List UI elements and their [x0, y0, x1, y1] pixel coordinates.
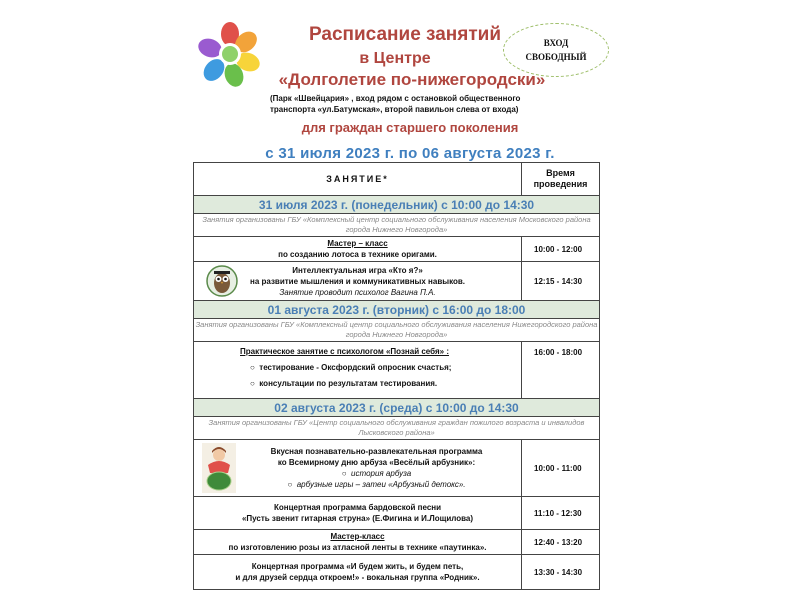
- time-cell: 11:10 - 12:30: [522, 497, 600, 530]
- activity-title: Интеллектуальная игра «Кто я?»: [292, 265, 423, 275]
- activity-cell: [194, 555, 522, 590]
- activity-cell: [194, 262, 522, 301]
- bullet-item: ○ история арбуза: [341, 469, 412, 478]
- org-text: Занятия организованы ГБУ «Комплексный центр социального обслуживания населения Нижегородского района города Нижнего Новгорода»: [194, 319, 600, 342]
- audience-text: для граждан старшего поколения: [301, 120, 519, 135]
- activity-title: Концертная программа бардовской песни: [273, 503, 442, 512]
- activity-title: Концертная программа «И будем жить, и будем петь,: [251, 562, 464, 571]
- activity-note: Занятие проводит психолог Вагина П.А.: [279, 287, 436, 297]
- day-title: 31 июля 2023 г. (понедельник) с 10:00 до 14:30: [194, 196, 600, 214]
- table-row: [194, 237, 600, 262]
- time-cell: 10:00 - 11:00: [522, 440, 600, 497]
- time-cell: 13:30 - 14:30: [522, 555, 600, 590]
- time-cell: 16:00 - 18:00: [522, 342, 600, 399]
- title-line3: «Долголетие по-нижегородски»: [278, 70, 546, 89]
- bullet-text: арбузные игры – затеи «Арбузный детокс».: [296, 480, 466, 489]
- org-row: [194, 417, 600, 440]
- entry-line1: ВХОД: [543, 38, 569, 48]
- activity-title: Мастер – класс: [327, 239, 388, 248]
- col-activity-header: ЗАНЯТИЕ*: [194, 163, 522, 196]
- org-row: [194, 319, 600, 342]
- bullet-item: ○ арбузные игры – затеи «Арбузный детокс».: [287, 480, 466, 489]
- activity-cell: [194, 342, 522, 399]
- activity-desc: «Пусть звенит гитарная струна» (Е.Фигина и И.Лощилова): [241, 514, 474, 523]
- org-row: [194, 214, 600, 237]
- table-header-row: [194, 163, 600, 196]
- entry-line2: СВОБОДНЫЙ: [525, 52, 587, 62]
- activity-desc: ко Всемирному дню арбуза «Весёлый арбузник»:: [277, 458, 476, 467]
- table-row: [194, 530, 600, 555]
- col-time-line2: проведения: [533, 179, 588, 189]
- org-text: Занятия организованы ГБУ «Комплексный центр социального обслуживания населения Московского района города Нижнего Новгорода»: [194, 214, 600, 237]
- activity-desc: и для друзей сердца откроем!» - вокальная группа «Родник».: [235, 573, 480, 582]
- date-range: с 31 июля 2023 г. по 06 августа 2023 г.: [265, 145, 555, 162]
- bullet-item: ○ тестирование - Оксфордский опросник счастья;: [250, 363, 452, 372]
- watermelon-girl-icon: [202, 443, 236, 493]
- activity-cell: [194, 497, 522, 530]
- day-row: [194, 399, 600, 417]
- activity-desc: по изготовлению розы из атласной ленты в технике «паутинка».: [228, 543, 487, 552]
- bullet-text: консультации по результатам тестирования.: [259, 379, 438, 388]
- table-row: [194, 262, 600, 301]
- activity-cell: [194, 237, 522, 262]
- bullet-text: тестирование - Оксфордский опросник счастья;: [259, 363, 452, 372]
- activity-desc: на развитие мышления и коммуникативных навыков.: [250, 276, 465, 286]
- flower-logo-icon: [196, 20, 264, 88]
- bullet-text: история арбуза: [351, 469, 412, 478]
- col-time-line1: Время: [546, 168, 575, 178]
- schedule-table: [193, 162, 600, 590]
- org-text: Занятия организованы ГБУ «Центр социального обслуживания граждан пожилого возраста и инвалидов Лысковского района»: [194, 417, 600, 440]
- activity-desc: по созданию лотоса в технике оригами.: [278, 250, 437, 259]
- table-row: [194, 497, 600, 530]
- owl-emblem-icon: [206, 265, 238, 297]
- time-cell: 12:15 - 14:30: [522, 262, 600, 301]
- day-row: [194, 301, 600, 319]
- address-text: (Парк «Швейцария» , вход рядом с остановкой общественного транспорта «ул.Батумская», второй павильон слева от входа): [270, 94, 521, 114]
- title-line2: в Центре: [359, 50, 431, 67]
- time-cell: 10:00 - 12:00: [522, 237, 600, 262]
- bullet-item: ○ консультации по результатам тестирования.: [250, 379, 438, 388]
- activity-cell: [194, 530, 522, 555]
- day-row: [194, 196, 600, 214]
- activity-cell: [194, 440, 522, 497]
- table-row: [194, 342, 600, 399]
- table-row: [194, 440, 600, 497]
- col-time-header: [522, 163, 600, 196]
- title-line1: Расписание занятий: [308, 24, 502, 45]
- table-row: [194, 555, 600, 590]
- day-title: 01 августа 2023 г. (вторник) с 16:00 до 18:00: [194, 301, 600, 319]
- activity-title: Вкусная познавательно-развлекательная программа: [270, 447, 483, 456]
- activity-title: Мастер-класс: [330, 532, 385, 541]
- time-cell: 12:40 - 13:20: [522, 530, 600, 555]
- day-title: 02 августа 2023 г. (среда) с 10:00 до 14:30: [194, 399, 600, 417]
- activity-title: Практическое занятие с психологом «Познай себя» :: [240, 347, 449, 356]
- free-entry-badge: [503, 23, 609, 77]
